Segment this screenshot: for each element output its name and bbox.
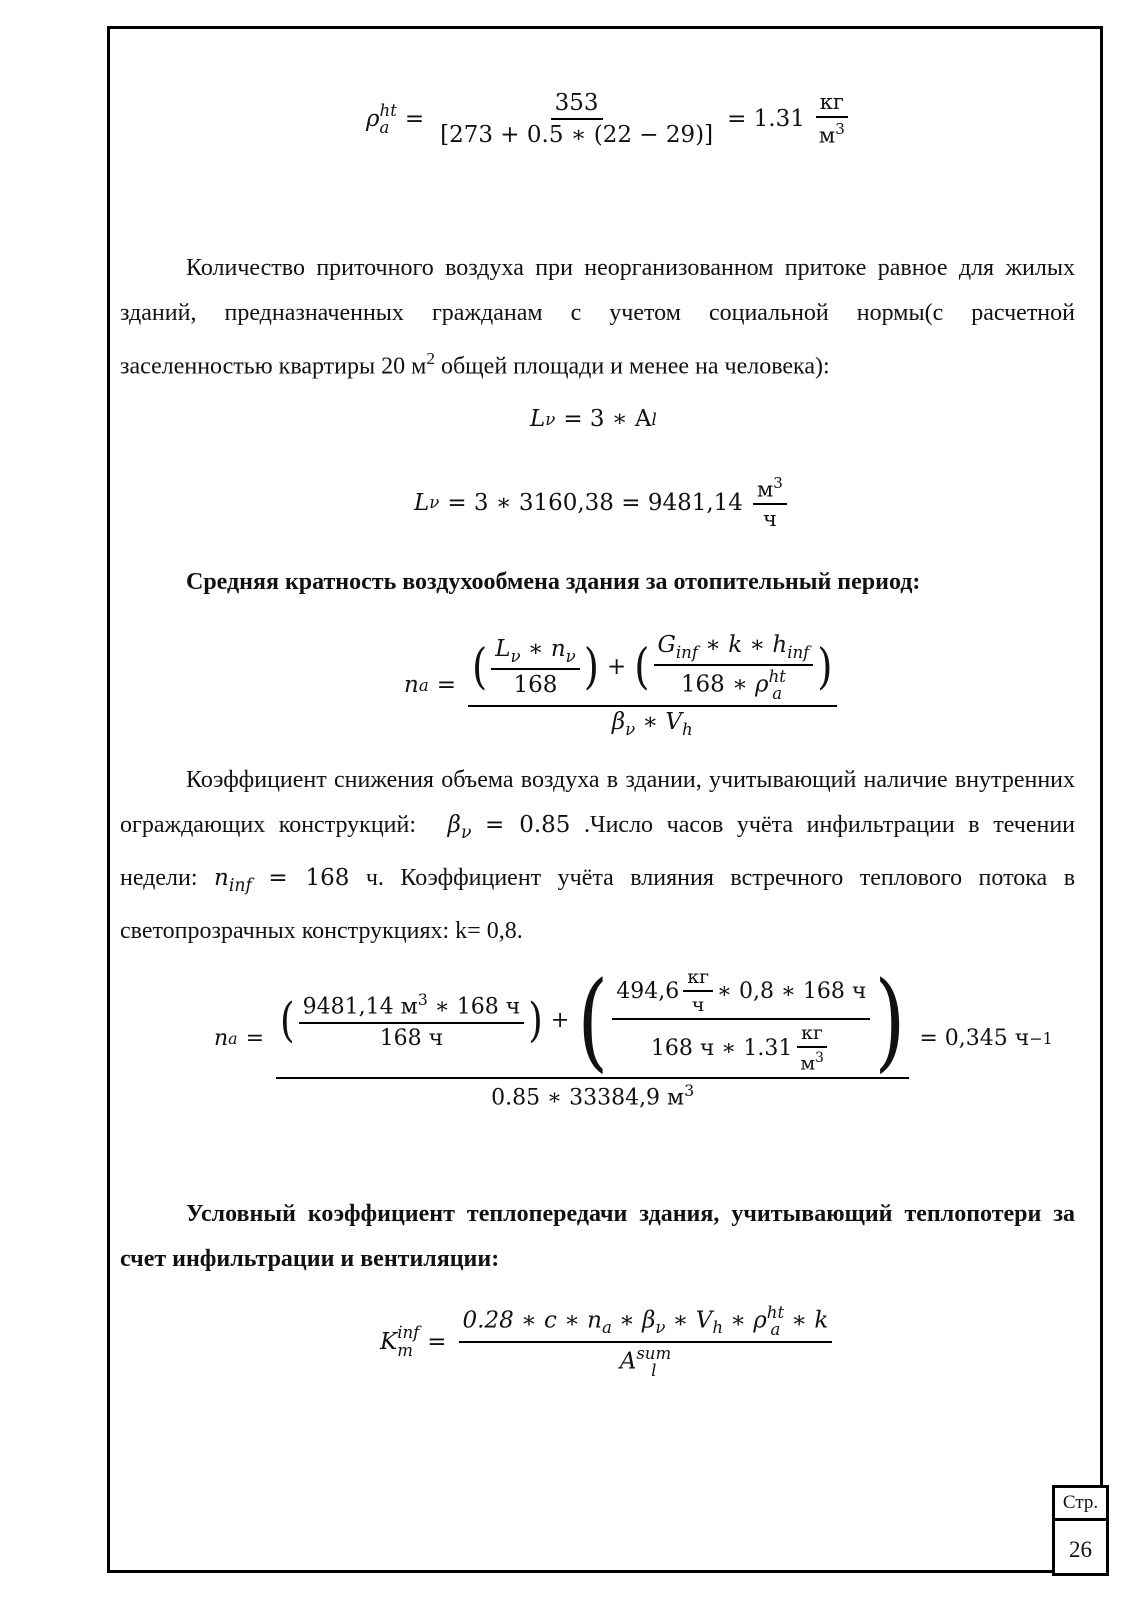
formula-na-value: n a = ( $\frac{9481,14 м^3 ∗ 168 ч}{168 ч}$ ) + ( 494,6 $\frac{кг}{ч}$ ∗ 0,8 ∗ 168 ч 168 ч ∗ 1.31 $\frac{кг}{м^3}$ ) 0.85 ∗ 33384,9 $м^3$ = 0,345 ч −1 (214, 957, 1053, 1111)
heading-heat-transfer: Условный коэффициент теплопередачи здания, учитывающий теплопотери за счет инфильтрации и вентиляции: (120, 1201, 1075, 1272)
formula-rho: ρ ht a = $\frac{353}{[273 + 0.5 ∗ (22 - 29)]}$ = 1.31 $\frac{кг}{м^3}$ (366, 90, 853, 148)
formula-lv-general: L ν = 3 ∗ A l (530, 406, 657, 432)
heading-air-exchange: Средняя кратность воздухообмена здания за отопительный период: (186, 569, 921, 595)
formula-kinf: K inf m = 0.28 ∗ c ∗ $n_a$ ∗ $\beta_\nu$ ∗ $V_h$ ∗ ρ ht a ∗ k A sum l (380, 1304, 836, 1380)
page-number: 26 (1069, 1537, 1092, 1562)
page-number-box (1052, 1485, 1109, 1576)
paragraph-supply-air: Количество приточного воздуха при неорганизованном притоке равное для жилых зданий, предназначенных гражданам с учетом социальной нормы(с расчетной заселенностью квартиры 20 $м^2$ общей площади и менее на человека): (120, 255, 1075, 380)
paragraph-coefficients: Коэффициент снижения объема воздуха в здании, учитывающий наличие внутренних ограждающих конструкций: $\beta_\nu = 0.85$ .Число часов учёта инфильтрации в течении недели: $n_{inf} = 168$ ч. Коэффициент учёта влияния встречного теплового потока в светопрозрачных конструкциях: k= 0,8. (120, 767, 1076, 945)
formula-lv-value: L ν = 3 ∗ 3160,38 = 9481,14 $\frac{м^3}{ч}$ (414, 474, 791, 531)
page-label: Стр. (1055, 1488, 1106, 1521)
formula-na-general: n a = ( $\frac{L_\nu ∗ n_\nu}{168}$ ) + ( $G_{inf}$ ∗ k ∗ $h_{inf}$ 168 ∗ ρ ht a ) $\beta_\nu$ ∗ $V_h$ (404, 632, 841, 738)
